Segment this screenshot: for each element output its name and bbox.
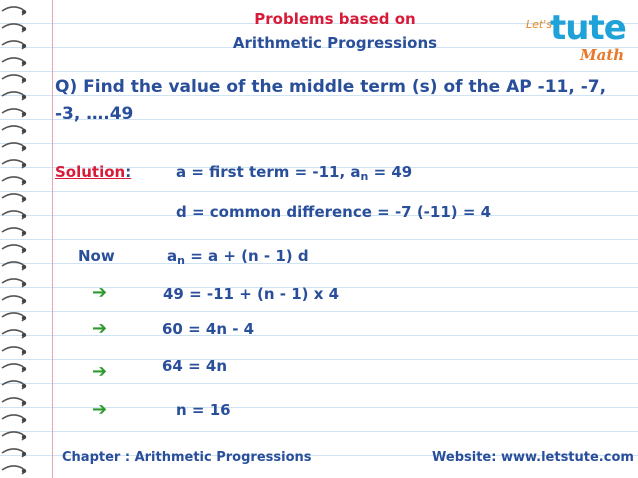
step-2: 60 = 4n - 4	[162, 320, 255, 338]
solution-label	[55, 163, 131, 181]
footer-website: Website: www.letstute.com	[432, 450, 634, 465]
logo-math-text: Math	[580, 46, 625, 64]
solution-label-text: Solution	[55, 163, 126, 181]
footer-chapter: Chapter : Arithmetic Progressions	[62, 450, 312, 465]
now-label: Now	[78, 247, 115, 265]
spiral-binding-icon	[0, 0, 32, 478]
green-arrow-icon: ➔	[92, 399, 108, 420]
solution-label-colon: :	[125, 163, 132, 181]
subscript-n: n	[177, 254, 185, 267]
green-arrow-icon: ➔	[92, 318, 108, 339]
common-difference-line: d = common difference = -7 (-11) = 4	[176, 203, 492, 221]
general-term-formula	[167, 247, 309, 267]
letstute-logo	[526, 8, 626, 70]
formula-text: a	[167, 247, 178, 265]
slide-subtitle: Arithmetic Progressions	[232, 34, 438, 52]
slide-title: Problems based on	[254, 10, 416, 28]
given-terms-text-end: = 49	[368, 163, 413, 181]
logo-tute-text: tute	[550, 8, 626, 48]
step-3: 64 = 4n	[162, 357, 228, 375]
green-arrow-icon: ➔	[92, 361, 108, 382]
step-4-result: n = 16	[176, 401, 231, 419]
step-1: 49 = -11 + (n - 1) x 4	[163, 285, 340, 303]
notebook-margin-line	[52, 0, 53, 478]
green-arrow-icon: ➔	[92, 282, 108, 303]
logo-lets-text: Let's	[526, 18, 552, 31]
given-terms-text: a = first term = -11, a	[176, 163, 361, 181]
question-text: Q) Find the value of the middle term (s) of the AP -11, -7, -3, ….49	[55, 77, 607, 124]
subscript-n: n	[360, 170, 369, 183]
formula-text-end: = a + (n - 1) d	[184, 247, 309, 265]
given-terms-line	[176, 163, 412, 183]
